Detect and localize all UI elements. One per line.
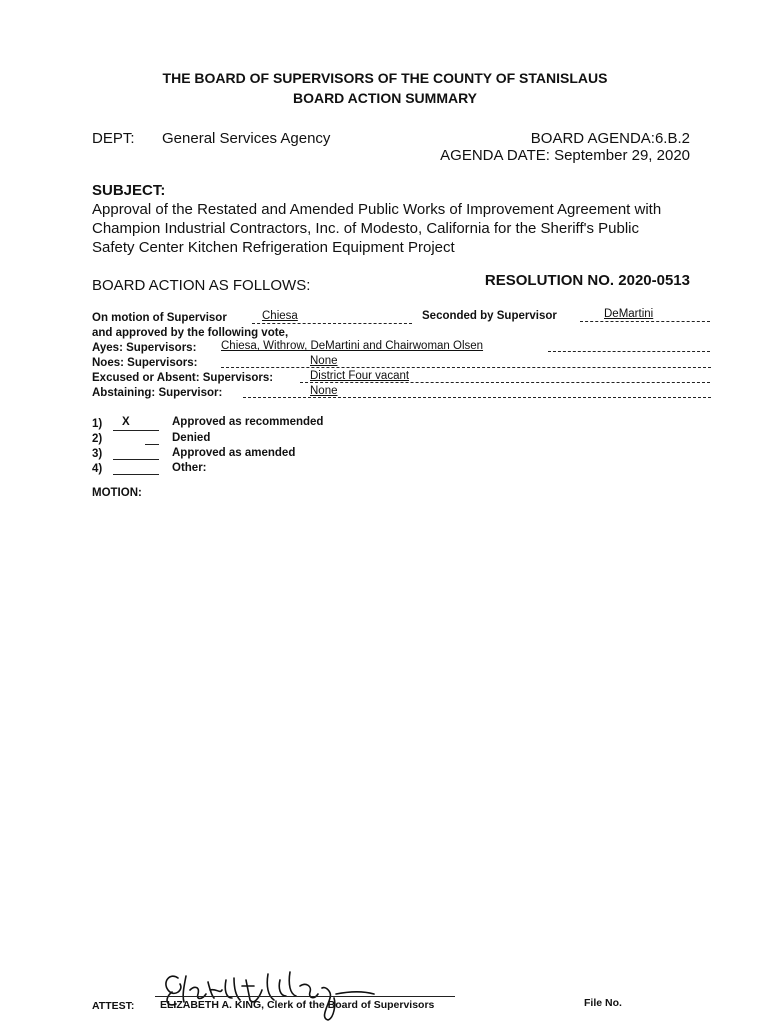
option-label: Denied	[172, 432, 211, 444]
excused-label: Excused or Absent: Supervisors:	[92, 372, 274, 384]
subject-label: SUBJECT:	[92, 182, 166, 199]
excused-value: District Four vacant	[310, 370, 410, 382]
board-agenda: BOARD AGENDA:6.B.2	[530, 130, 690, 147]
subject-line: Champion Industrial Contractors, Inc. of Modesto, California for the Sheriff's Public	[92, 220, 640, 237]
noes-line	[221, 367, 711, 368]
board-action-label: BOARD ACTION AS FOLLOWS:	[92, 277, 311, 294]
abstaining-label: Abstaining: Supervisor:	[92, 387, 223, 399]
option-number: 4)	[92, 463, 103, 475]
option-blank	[113, 430, 159, 431]
motion-section-label: MOTION:	[92, 487, 142, 499]
option-number: 2)	[92, 433, 103, 445]
option-blank	[113, 474, 159, 475]
dept-label: DEPT:	[92, 130, 135, 147]
noes-label: Noes: Supervisors:	[92, 357, 198, 369]
seconded-label: Seconded by Supervisor	[422, 310, 557, 322]
seconded-line	[580, 321, 710, 322]
option-number: 1)	[92, 418, 103, 430]
excused-line	[300, 382, 710, 383]
attest-name: ELIZABETH A. KING, Clerk of the Board of Supervisors	[160, 999, 435, 1011]
ayes-line	[548, 351, 710, 352]
option-blank	[145, 444, 159, 445]
option-mark: X	[122, 416, 130, 428]
ayes-label: Ayes: Supervisors:	[92, 342, 197, 354]
motion-line	[252, 323, 412, 324]
motion-label: On motion of Supervisor	[92, 312, 227, 324]
agenda-date: AGENDA DATE: September 29, 2020	[440, 147, 690, 164]
option-number: 3)	[92, 448, 103, 460]
document-subtitle: BOARD ACTION SUMMARY	[292, 90, 478, 106]
subject-line: Approval of the Restated and Amended Public Works of Improvement Agreement with	[92, 201, 662, 218]
dept-value: General Services Agency	[162, 130, 331, 147]
document-title: THE BOARD OF SUPERVISORS OF THE COUNTY OF STANISLAUS	[162, 70, 608, 86]
signature-image	[150, 960, 470, 1030]
option-label: Other:	[172, 462, 207, 474]
resolution-number: RESOLUTION NO. 2020-0513	[484, 272, 690, 289]
option-label: Approved as recommended	[172, 416, 324, 428]
abstaining-value: None	[310, 385, 338, 397]
file-number-label: File No.	[584, 997, 622, 1009]
option-blank	[113, 459, 159, 460]
noes-value: None	[310, 355, 338, 367]
subject-line: Safety Center Kitchen Refrigeration Equipment Project	[92, 239, 455, 256]
signature-line	[155, 996, 455, 997]
option-label: Approved as amended	[172, 447, 296, 459]
ayes-value: Chiesa, Withrow, DeMartini and Chairwoman Olsen	[221, 340, 484, 352]
abstaining-line	[243, 397, 711, 398]
approved-line: and approved by the following vote,	[92, 327, 289, 339]
attest-label: ATTEST:	[92, 1000, 135, 1012]
motion-by: Chiesa	[262, 310, 298, 322]
seconded-by: DeMartini	[604, 308, 654, 320]
